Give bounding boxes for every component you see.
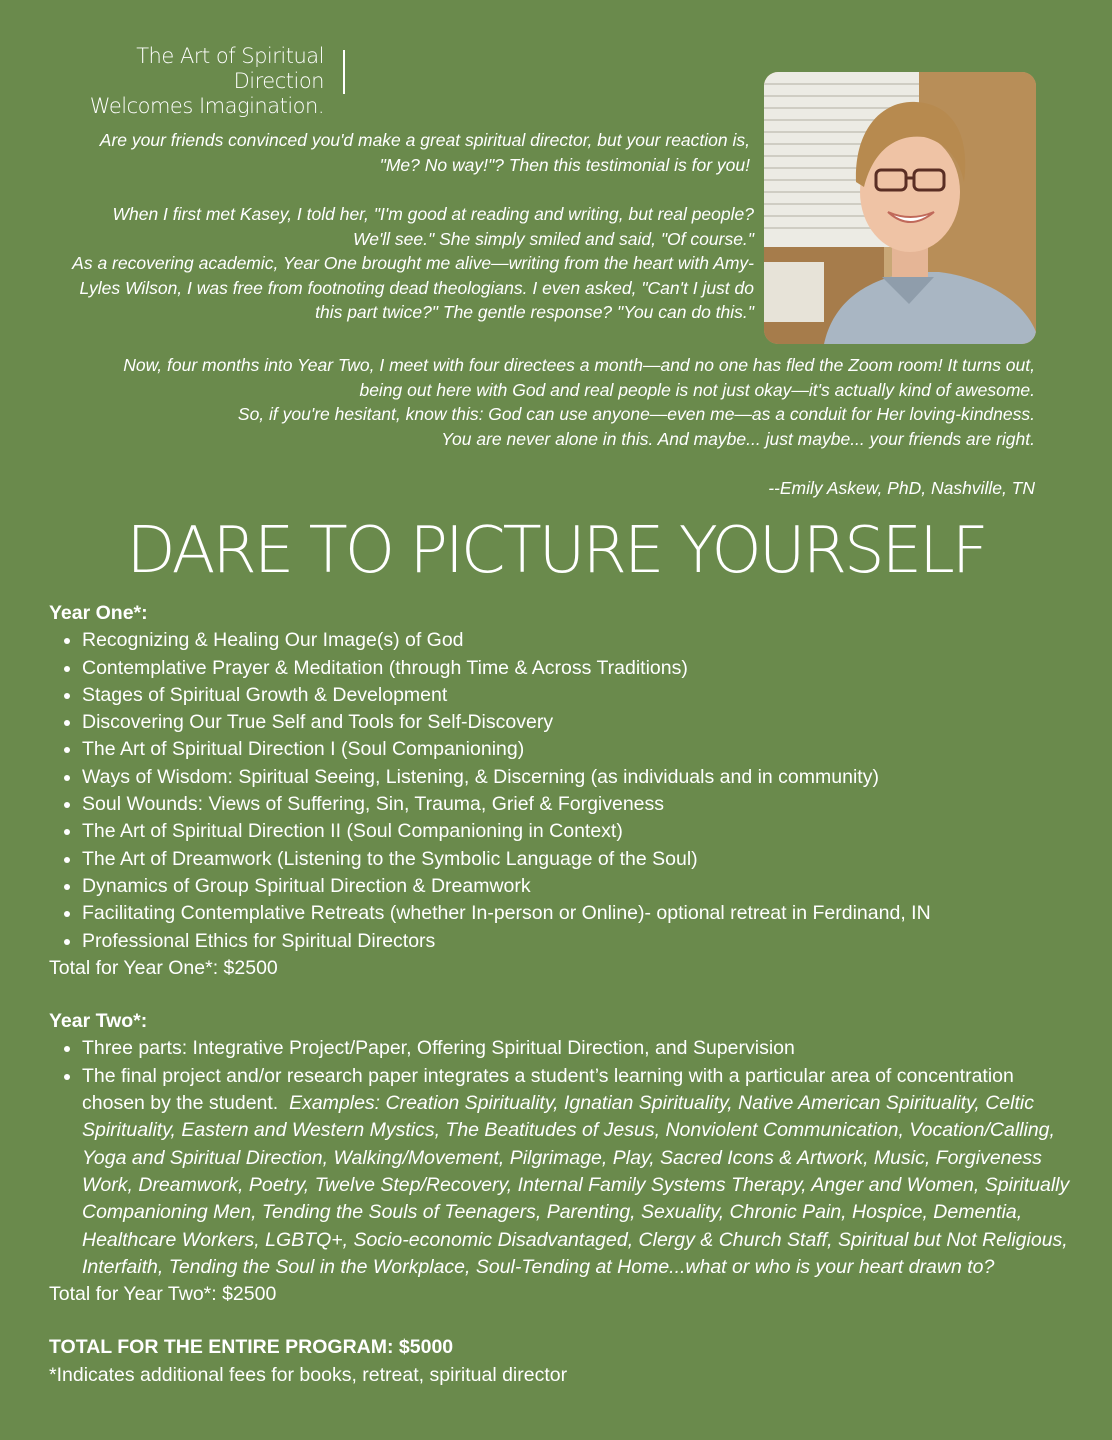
header-divider [343,50,345,94]
testimonial-intro [30,128,750,177]
header-line-1: The Art of Spiritual Direction [136,44,324,93]
list-item: • Facilitating Contemplative Retreats (whether In-person or Online)- optional retreat in Ferdinand, IN [82,900,1079,927]
portrait-photo-icon [764,72,1036,344]
list-item: • Dynamics of Group Spiritual Direction & Dreamwork [82,873,1079,900]
testimonial-closing-line: Now, four months into Year Two, I meet with four directees a month—and no one has fled the Zoom room! It turns out, [123,355,1035,375]
list-item: • Three parts: Integrative Project/Paper, Offering Spiritual Direction, and Supervision [82,1035,1079,1062]
list-item [82,1063,1079,1281]
header-line-2: Welcomes Imagination. [89,94,324,118]
year-two-list [49,1035,1079,1281]
list-item: • Discovering Our True Self and Tools for Self-Discovery [82,709,1079,736]
testimonial-attribution: --Emily Askew, PhD, Nashville, TN [768,478,1035,498]
list-item: • Professional Ethics for Spiritual Directors [82,928,1079,955]
year-one-course-list [49,627,1079,955]
section-spacer [49,982,1079,1008]
testimonial-body-line: this part twice?" The gentle response? "You can do this." [315,302,754,322]
year-one-heading: Year One*: [49,602,148,624]
testimonial-intro-line: "Me? No way!"? Then this testimonial is for you! [379,154,750,175]
testimonial-body-line: We'll see." She simply smiled and said, "Of course." [353,228,754,249]
list-item: • The Art of Dreamwork (Listening to the Symbolic Language of the Soul) [82,846,1079,873]
testimonial-intro-line: Are your friends convinced you'd make a great spiritual director, but your reaction is, [99,130,750,150]
fees-footnote: *Indicates additional fees for books, retreat, spiritual director [49,1363,568,1386]
year-two-heading: Year Two*: [49,1010,148,1033]
list-item: • Ways of Wisdom: Spiritual Seeing, Listening, & Discerning (as individuals and in community) [82,764,1079,791]
list-item: • Recognizing & Healing Our Image(s) of God [82,627,1079,654]
list-item: • Stages of Spiritual Growth & Development [82,682,1079,709]
testimonial-portrait-photo [764,72,1036,344]
testimonial-closing-line: You are never alone in this. And maybe... just maybe... your friends are right. [441,428,1035,449]
testimonial-closing [35,353,1035,451]
section-spacer [49,1308,1079,1334]
year-two-total: Total for Year Two*: $2500 [49,1283,277,1306]
testimonial-body-line: When I first met Kasey, I told her, "I'm good at reading and writing, but real people? [112,204,754,224]
program-total: TOTAL FOR THE ENTIRE PROGRAM: $5000 [49,1336,454,1359]
testimonial-closing-line: So, if you're hesitant, know this: God can use anyone—even me—as a conduit for Her loving-kindness. [237,404,1035,424]
list-item: • Contemplative Prayer & Meditation (through Time & Across Traditions) [82,655,1079,682]
testimonial-body-line: As a recovering academic, Year One brought me alive—writing from the heart with Amy- [72,253,754,273]
concentration-examples: Examples: Creation Spirituality, Ignatian Spirituality, Native American Spirituality, Celtic Spirituality, Eastern and Western Mystics, The Beatitudes of Jesus, Nonviolent Communication, Vocation/Calling, Yoga and Spiritual Direction, Walking/Movement, Pilgrimage, Play, Sacred Icons & Artwork, Music, Forgiveness Work, Dreamwork, Poetry, Twelve Step/Recovery, Internal Family Systems Therapy, Anger and Women, Spiritually Companioning Men, Tending the Souls of Teenagers, Parenting, Sexuality, Chronic Pain, Hospice, Dementia, Healthcare Workers, LGBTQ+, Socio-economic Disadvantaged, Clergy & Church Staff, Spiritual but Not Religious, Interfaith, Tending the Soul in the Workplace, Soul-Tending at Home...what or who is your heart drawn to? [82,1092,1070,1278]
testimonial-body [24,202,754,325]
year-one-total: Total for Year One*: $2500 [49,956,278,979]
list-item: • The Art of Spiritual Direction II (Soul Companioning in Context) [82,818,1079,845]
header-tagline [40,44,324,119]
program-details [49,600,1079,1389]
list-item: • Soul Wounds: Views of Suffering, Sin, Trauma, Grief & Forgiveness [82,791,1079,818]
testimonial-closing-line: being out here with God and real people is not just okay—it's actually kind of awesome. [359,379,1035,400]
project-description: The final project and/or research paper integrates a student’s learning with a particular area of concentration chosen by the student. [82,1064,1014,1115]
list-item: • The Art of Spiritual Direction I (Soul Companioning) [82,736,1079,763]
testimonial-body-line: Lyles Wilson, I was free from footnoting dead theologians. I even asked, "Can't I just do [79,277,754,298]
page-title: DARE TO PICTURE YOURSELF [126,514,986,588]
